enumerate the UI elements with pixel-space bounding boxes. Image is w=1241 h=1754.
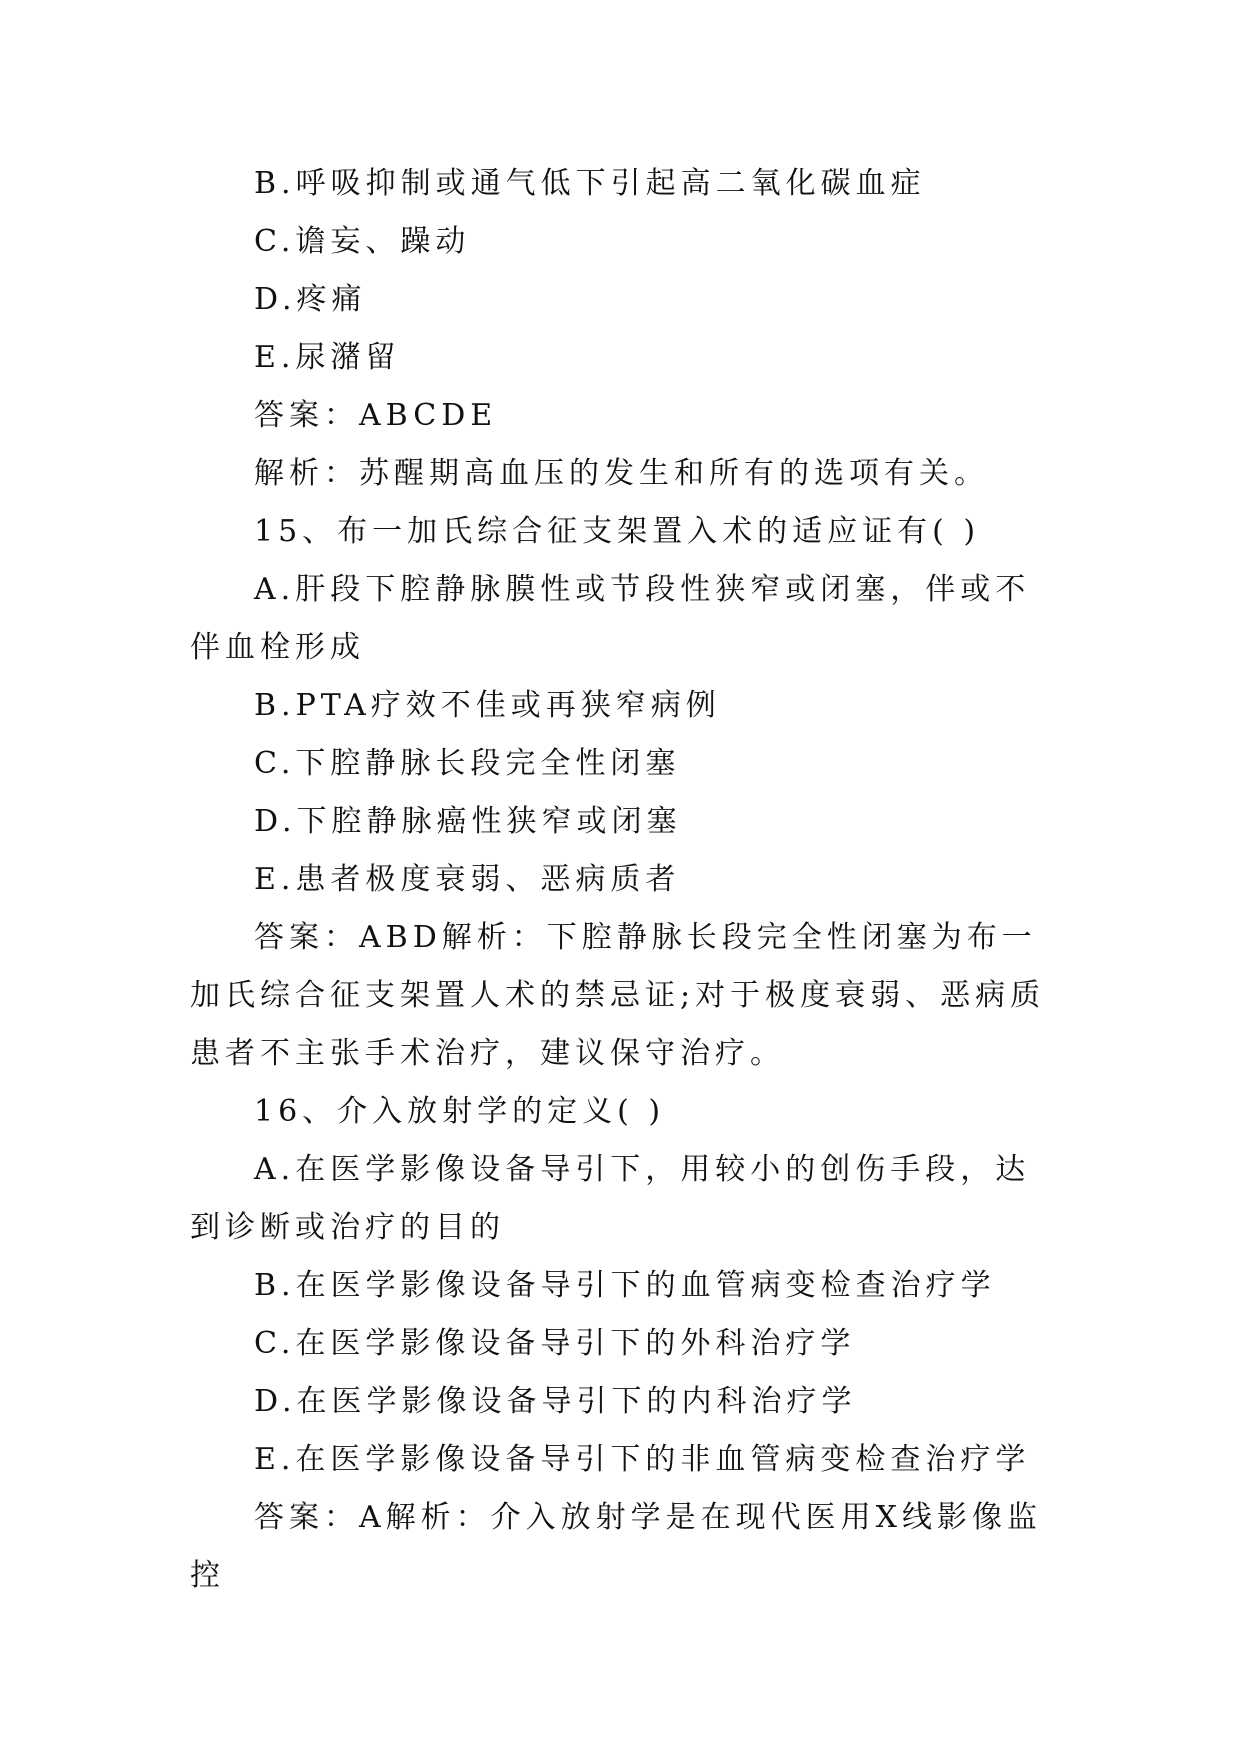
option-e-q16: E.在医学影像设备导引下的非血管病变检查治疗学	[254, 1442, 1031, 1477]
option-b-q14: B.呼吸抑制或通气低下引起高二氧化碳血症	[254, 166, 926, 201]
document-body	[190, 155, 1056, 1605]
question-15: 15、布一加氏综合征支架置入术的适应证有( )	[254, 514, 981, 549]
option-e-q14: E.尿潴留	[254, 340, 401, 375]
option-a-q15: A.肝段下腔静脉膜性或节段性狭窄或闭塞，伴或不伴血栓形成	[190, 572, 1031, 665]
option-a-q16: A.在医学影像设备导引下，用较小的创伤手段，达到诊断或治疗的目的	[190, 1152, 1031, 1245]
option-b-q15: B.PTA疗效不佳或再狭窄病例	[254, 688, 721, 723]
answer-explanation-q15: 答案：ABD解析：下腔静脉长段完全性闭塞为布一加氏综合征支架置人术的禁忌证;对于极度衰弱、恶病质患者不主张手术治疗，建议保守治疗。	[190, 920, 1046, 1071]
option-e-q15: E.患者极度衰弱、恶病质者	[254, 862, 681, 897]
answer-q14: 答案：ABCDE	[254, 398, 498, 433]
explanation-q14: 解析：苏醒期高血压的发生和所有的选项有关。	[254, 456, 989, 491]
option-d-q15: D.下腔静脉癌性狭窄或闭塞	[254, 804, 682, 839]
option-c-q14: C.谵妄、躁动	[254, 224, 471, 259]
question-16: 16、介入放射学的定义( )	[254, 1094, 666, 1129]
option-c-q15: C.下腔静脉长段完全性闭塞	[254, 746, 681, 781]
option-d-q16: D.在医学影像设备导引下的内科治疗学	[254, 1384, 857, 1419]
answer-explanation-q16: 答案：A解析：介入放射学是在现代医用X线影像监控	[190, 1500, 1043, 1593]
option-c-q16: C.在医学影像设备导引下的外科治疗学	[254, 1326, 856, 1361]
option-b-q16: B.在医学影像设备导引下的血管病变检查治疗学	[254, 1268, 996, 1303]
option-d-q14: D.疼痛	[254, 282, 367, 317]
